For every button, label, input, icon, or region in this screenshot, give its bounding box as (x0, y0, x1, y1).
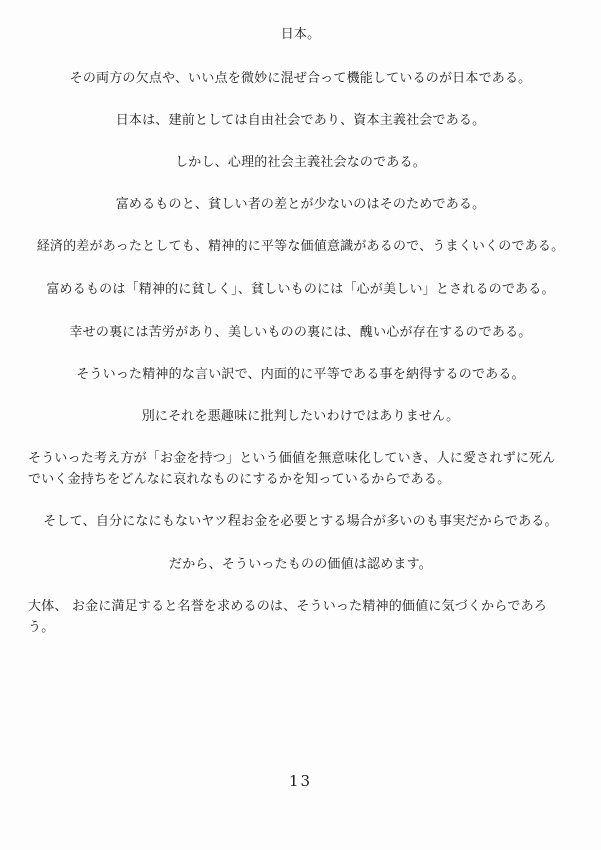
paragraph-line: だから、そういったものの価値は認めます。 (169, 557, 432, 572)
paragraph-line: でいく金持ちをどんなに哀れなものにするかを知っているからである。 (28, 472, 451, 487)
paragraph-line: 大体、 お金に満足すると名誉を求めるのは、そういった精神的価値に気づくからであろ (28, 599, 548, 614)
paragraph-line: 日本。 (280, 27, 321, 42)
paragraph-line: 幸せの裏には苦労があり、美しいものの裏には、醜い心が存在するのである。 (69, 325, 532, 340)
paragraph-line: 日本は、建前としては自由社会であり、資本主義社会である。 (115, 113, 486, 128)
paragraph-line: そういった考え方が「お金を持つ」という価値を無意味化していき、人に愛されずに死ん (28, 451, 556, 466)
paragraph-line: そういった精神的な言い訳で、内面的に平等である事を納得するのである。 (76, 367, 525, 382)
paragraph-line: 経済的差があったとしても、精神的に平等な価値意識があるので、うまくいくのである。 (36, 239, 565, 254)
paragraph-line: 別にそれを悪趣味に批判したいわけではありません。 (141, 409, 460, 424)
page-number: 13 (288, 772, 313, 790)
paragraph-line: 富めるものと、貧しい者の差とが少ないのはそのためである。 (115, 197, 486, 212)
paragraph-line: しかし、心理的社会主義社会なのである。 (175, 155, 426, 170)
paragraph-line: う。 (28, 620, 55, 635)
paragraph-line: 富めるものは「精神的に貧しく」、貧しいものには「心が美しい」とされるのである。 (46, 282, 555, 297)
paragraph-line: その両方の欠点や、いい点を微妙に混ぜ合って機能しているのが日本である。 (69, 71, 532, 86)
paragraph-line: そして、自分になにもないヤツ程お金を必要とする場合が多いのも事実だからである。 (43, 514, 558, 529)
